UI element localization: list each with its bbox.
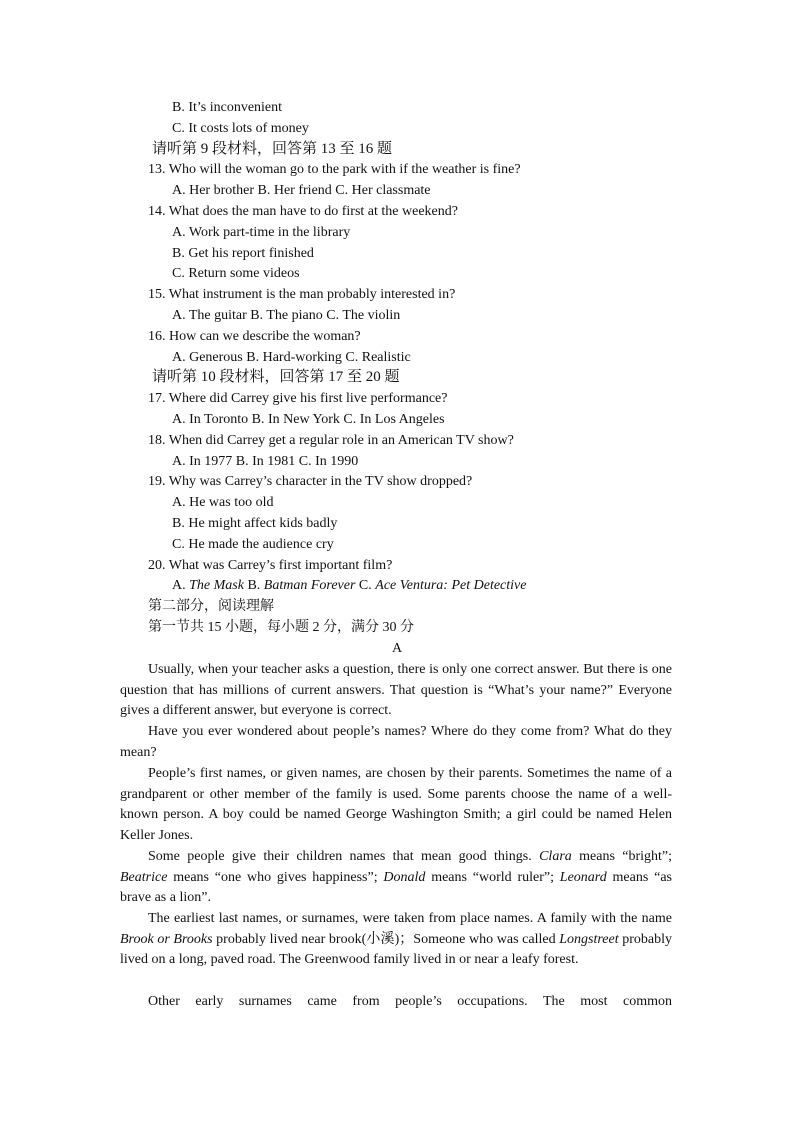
q19-option-a: A. He was too old bbox=[172, 495, 274, 510]
q12-option-c: C. It costs lots of money bbox=[172, 121, 309, 136]
question-17: 17. Where did Carrey give his first live performance? bbox=[148, 391, 448, 406]
passage-paragraph-2: Have you ever wondered about people’s names? Where do they come from? What do they mean? bbox=[120, 724, 672, 760]
q20-options: A. The Mask B. Batman Forever C. Ace Ventura: Pet Detective bbox=[172, 578, 527, 593]
part-2-heading: 第二部分，阅读理解 bbox=[148, 599, 274, 614]
q14-option-c: C. Return some videos bbox=[172, 266, 300, 281]
question-19: 19. Why was Carrey’s character in the TV show dropped? bbox=[148, 474, 473, 489]
passage-paragraph-3: People’s first names, or given names, are chosen by their parents. Sometimes the name of a grandparent or other member of the family is used. Some parents choose the name of a well-known person. A boy could be named George Washington Smith; a girl could be named Helen Keller Jones. bbox=[120, 766, 672, 844]
question-20: 20. What was Carrey’s first important film? bbox=[148, 558, 393, 573]
part-2-section-1-heading: 第一节共 15 小题，每小题 2 分，满分 30 分 bbox=[148, 620, 414, 635]
passage-paragraph-1: Usually, when your teacher asks a question, there is only one correct answer. But there is one question that has millions of current answers. That question is “What’s your name?” Everyone gives a different answer, but everyone is correct. bbox=[120, 662, 672, 719]
q17-options: A. In Toronto B. In New York C. In Los Angeles bbox=[172, 412, 445, 427]
q15-options: A. The guitar B. The piano C. The violin bbox=[172, 308, 401, 323]
question-15: 15. What instrument is the man probably interested in? bbox=[148, 287, 456, 302]
passage-paragraph-6: Other early surnames came from people’s occupations. The most common bbox=[148, 994, 672, 1009]
film-title: The Mask bbox=[189, 578, 244, 593]
film-title: Batman Forever bbox=[263, 578, 356, 593]
section-9-heading: 请听第 9 段材料，回答第 13 至 16 题 bbox=[152, 141, 393, 157]
film-title: Ace Ventura: Pet Detective bbox=[375, 578, 527, 593]
question-18: 18. When did Carrey get a regular role in an American TV show? bbox=[148, 433, 514, 448]
question-13: 13. Who will the woman go to the park with if the weather is fine? bbox=[148, 162, 521, 177]
q18-options: A. In 1977 B. In 1981 C. In 1990 bbox=[172, 454, 359, 469]
passage-paragraph-4: Some people give their children names that mean good things. Clara means “bright”; Beatrice means “one who gives happiness”; Donald means “world ruler”; Leonard means “as brave as a lion”. bbox=[120, 849, 672, 906]
q16-options: A. Generous B. Hard-working C. Realistic bbox=[172, 350, 411, 365]
q19-option-b: B. He might affect kids badly bbox=[172, 516, 338, 531]
q12-option-b: B. It’s inconvenient bbox=[172, 100, 283, 115]
q14-option-b: B. Get his report finished bbox=[172, 246, 314, 261]
question-14: 14. What does the man have to do first at the weekend? bbox=[148, 204, 458, 219]
q19-option-c: C. He made the audience cry bbox=[172, 537, 334, 552]
passage-label: A bbox=[391, 641, 403, 656]
question-16: 16. How can we describe the woman? bbox=[148, 329, 361, 344]
passage-paragraph-5: The earliest last names, or surnames, were taken from place names. A family with the name Brook or Brooks probably lived near brook(小溪)；Someone who was called Longstreet probably lived on a long, paved road. The Greenwood family lived in or near a leafy forest. bbox=[120, 911, 672, 968]
q13-options: A. Her brother B. Her friend C. Her classmate bbox=[172, 183, 431, 198]
section-10-heading: 请听第 10 段材料，回答第 17 至 20 题 bbox=[152, 369, 400, 385]
q14-option-a: A. Work part-time in the library bbox=[172, 225, 351, 240]
